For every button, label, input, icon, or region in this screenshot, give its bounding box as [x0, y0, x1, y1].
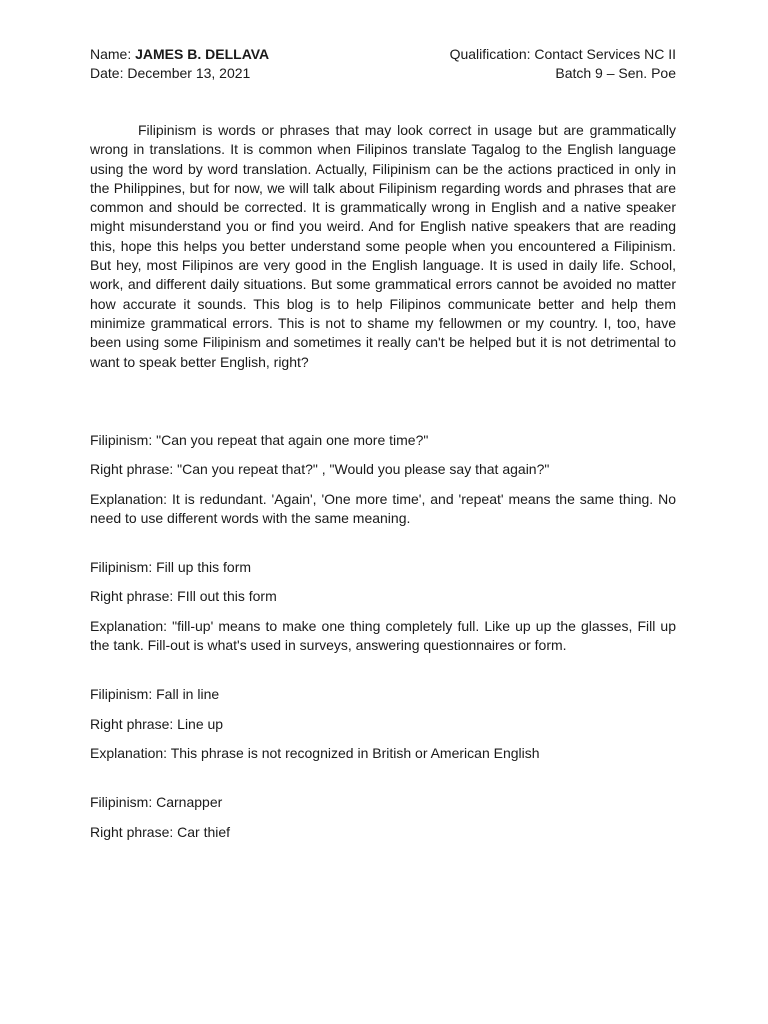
filipinism-phrase: Filipinism: "Can you repeat that again one more time?"	[90, 432, 429, 448]
header-row-1	[90, 45, 676, 64]
document-header	[90, 45, 676, 83]
filipinism-entry	[90, 431, 676, 528]
right-phrase: Right phrase: Car thief	[90, 823, 231, 840]
filipinism-entry	[90, 793, 676, 842]
explanation: Explanation: This phrase is not recognized in British or American English	[90, 744, 540, 761]
right-phrase: Right phrase: FIll out this form	[90, 588, 277, 605]
right-phrase: Right phrase: "Can you repeat that?" , "Would you please say that again?"	[90, 461, 550, 478]
intro-paragraph: Filipinism is words or phrases that may look correct in usage but are grammatically wrong in translations. It is common when Filipinos translate Tagalog to the English language using the word by word translation. Actually, Filipinism can be the actions practiced in only in the Philippines, but for now, we will talk about Filipinism regarding words and phrases that are common and should be corrected. It is grammatically wrong in English and a native speaker might misunderstand you or find you weird. And for English native speakers that are reading this, hope this helps you better understand some people when you encountered a Filipinism. But hey, most Filipinos are very good in the English language. It is used in daily life. School, work, and different daily situations. But some grammatical errors cannot be avoided no matter how accurate it sounds. This blog is to help Filipinos communicate better and help them minimize grammatical errors. This is not to shame my fellowmen or my country. I, too, have been using some Filipinism and sometimes it really can't be helped but it is not detrimental to want to speak better English, right?	[90, 122, 676, 370]
filipinism-phrase: Filipinism: Fill up this form	[90, 559, 252, 576]
filipinism-phrase: Filipinism: Carnapper	[90, 794, 223, 811]
explanation: Explanation: "fill-up' means to make one thing completely full. Like up up the glasses, Fill up the tank. Fill-out is what's used in surveys, answering questionnaires or form.	[90, 617, 676, 654]
filipinism-entry	[90, 685, 676, 763]
batch: Batch 9 – Sen. Poe	[555, 65, 676, 81]
explanation: Explanation: It is redundant. 'Again', 'One more time', and 'repeat' means the same thing. No need to use different words with the same meaning.	[90, 490, 676, 526]
date: Date: December 13, 2021	[90, 65, 251, 81]
name-line	[90, 45, 269, 64]
qualification: Qualification: Contact Services NC II	[449, 46, 676, 62]
right-phrase: Right phrase: Line up	[90, 715, 224, 732]
header-row-2	[90, 64, 676, 83]
filipinism-entry	[90, 558, 676, 655]
filipinism-list	[90, 431, 676, 872]
name-label: Name:	[90, 46, 132, 62]
name-value: JAMES B. DELLAVA	[135, 46, 270, 62]
filipinism-phrase: Filipinism: Fall in line	[90, 686, 220, 703]
